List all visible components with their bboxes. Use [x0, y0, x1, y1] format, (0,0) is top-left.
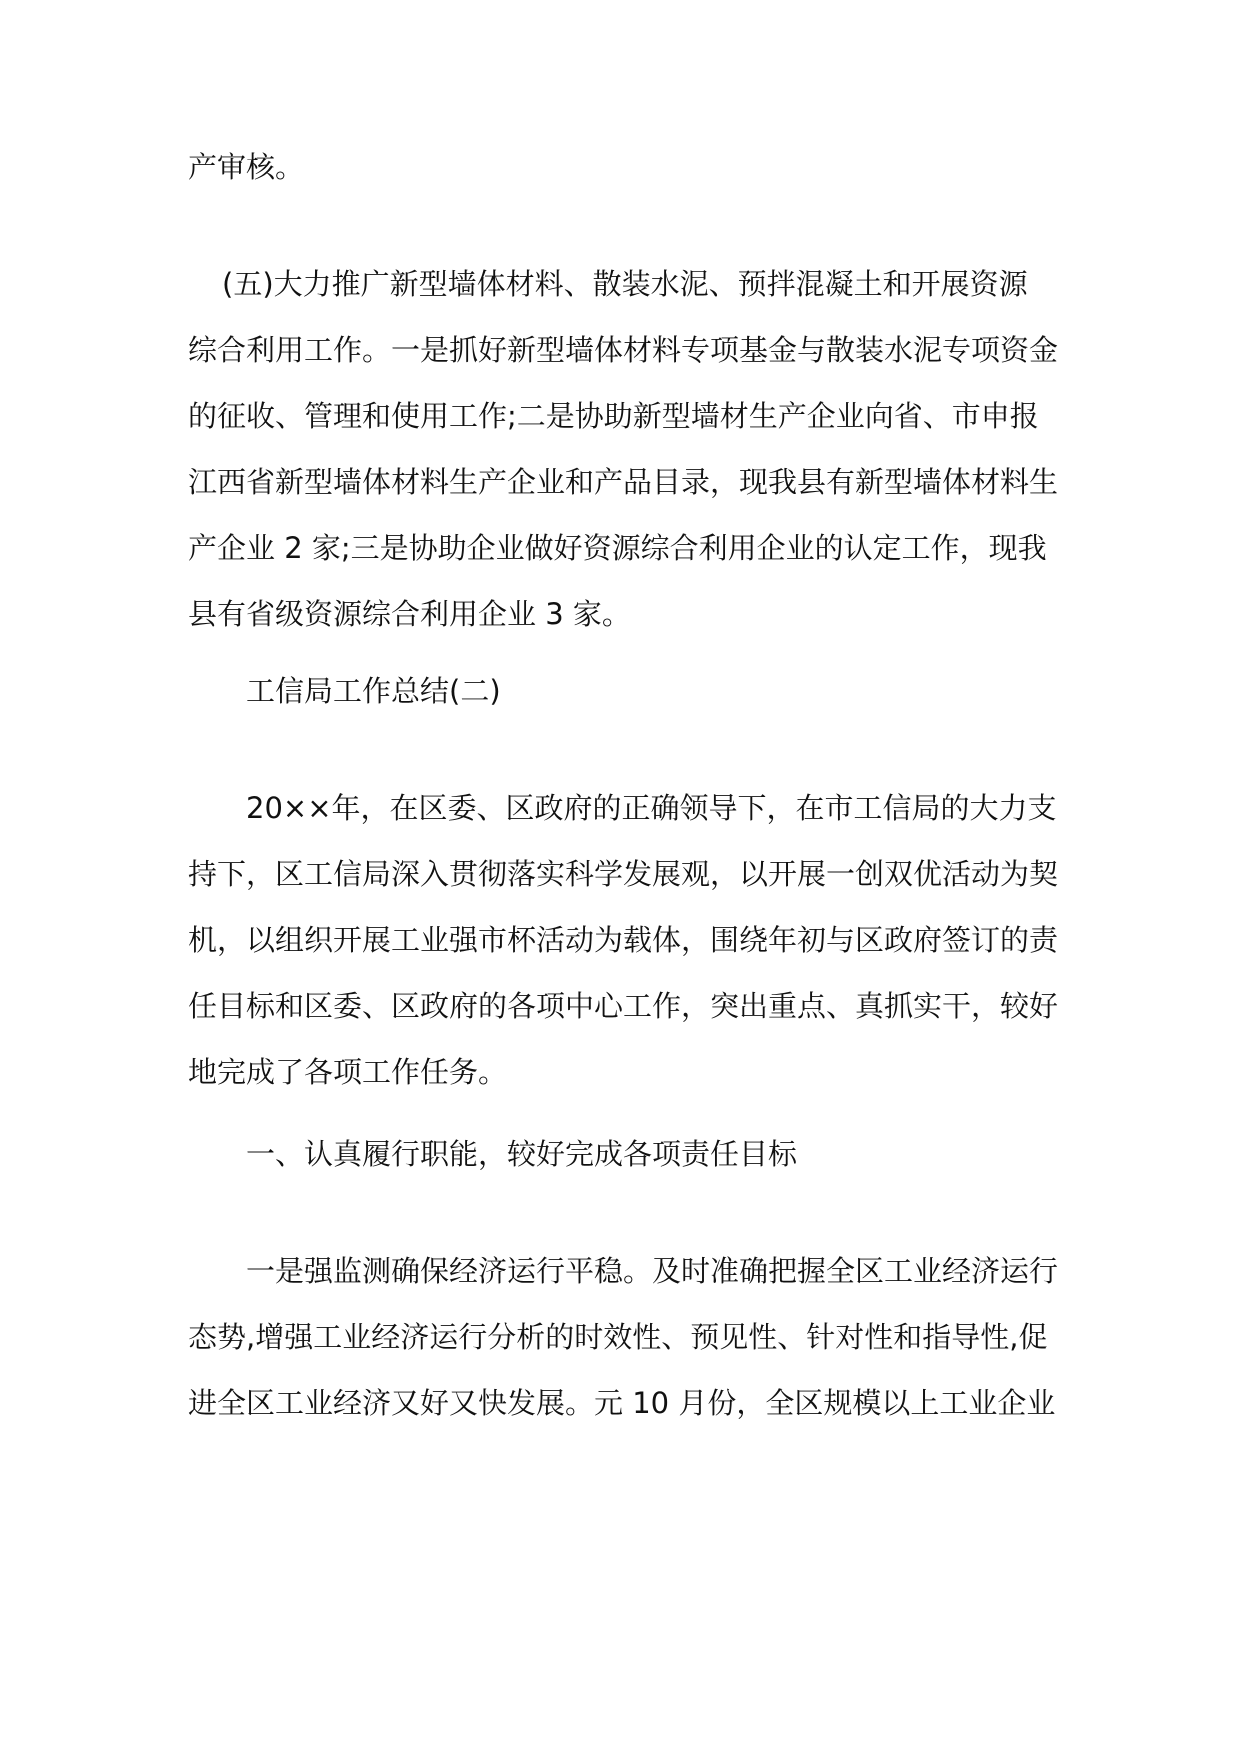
text-line: 任目标和区委、区政府的各项中心工作，突出重点、真抓实干，较好: [188, 989, 1059, 1023]
text-line: 江西省新型墙体材料生产企业和产品目录，现我县有新型墙体材料生: [188, 465, 1059, 499]
text-line: 的征收、管理和使用工作;二是协助新型墙材生产企业向省、市申报: [188, 399, 1039, 433]
section-title: [188, 658, 1058, 724]
paragraph-intro: [188, 775, 1058, 1105]
text-line: 一是强监测确保经济运行平稳。及时准确把握全区工业经济运行: [246, 1254, 1059, 1288]
text-line: 产审核。: [188, 150, 305, 184]
text-line: 态势,增强工业经济运行分析的时效性、预见性、针对性和指导性,促: [188, 1320, 1048, 1354]
text-line: 进全区工业经济又好又快发展。元 10 月份，全区规模以上工业企业: [188, 1386, 1056, 1420]
text-line: (五)大力推广新型墙体材料、散装水泥、预拌混凝土和开展资源: [222, 267, 1028, 301]
heading-text: 一、认真履行职能，较好完成各项责任目标: [246, 1137, 798, 1171]
text-line: 县有省级资源综合利用企业 3 家。: [188, 597, 631, 631]
text-line: 机，以组织开展工业强市杯活动为载体，围绕年初与区政府签订的责: [188, 923, 1059, 957]
paragraph-five: [188, 251, 1058, 647]
paragraph-fragment: [188, 134, 1058, 200]
text-line: 综合利用工作。一是抓好新型墙体材料专项基金与散装水泥专项资金: [188, 333, 1059, 367]
text-line: 产企业 2 家;三是协助企业做好资源综合利用企业的认定工作，现我: [188, 531, 1047, 565]
text-line: 地完成了各项工作任务。: [188, 1055, 508, 1089]
title-text: 工信局工作总结(二): [246, 674, 501, 708]
paragraph-monitor: [188, 1238, 1058, 1436]
text-line: 20××年，在区委、区政府的正确领导下，在市工信局的大力支: [246, 791, 1057, 825]
heading-one: [188, 1121, 1058, 1187]
text-line: 持下，区工信局深入贯彻落实科学发展观，以开展一创双优活动为契: [188, 857, 1059, 891]
